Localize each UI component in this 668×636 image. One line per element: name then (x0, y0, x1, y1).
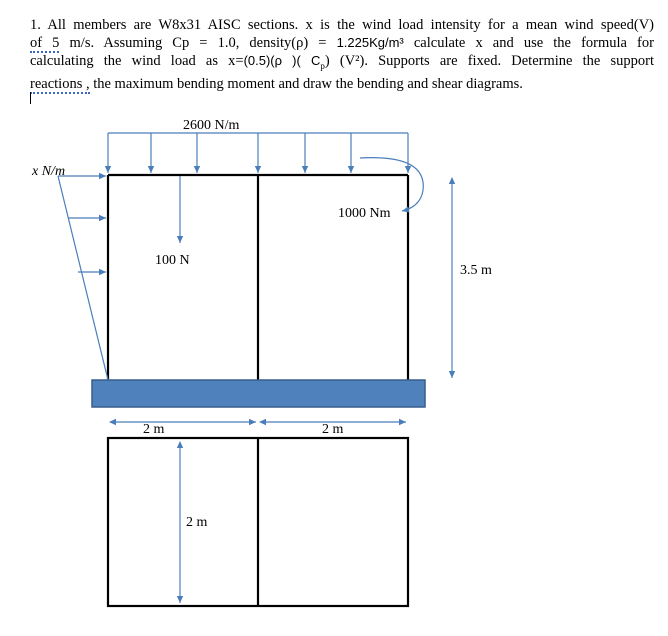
wind-load-label: x N/m (32, 164, 66, 179)
wind-load-envelope (58, 176, 108, 380)
problem-line-1: 1. All members are W8x31 AISC sections. x is the wind load intensity for a mean wind speed(V) (30, 17, 654, 33)
plan-depth-label: 2 m (186, 515, 208, 530)
problem-text: m/s. Assuming Cp = 1.0, density(ρ) = (59, 35, 337, 51)
span-left-label: 2 m (143, 422, 165, 437)
formula-text: (0.5)(ρ )( C (243, 53, 321, 68)
reactions-text: reactions , (30, 75, 90, 92)
moment-arrow (360, 158, 423, 211)
problem-text: ) (V²). Supports are fixed. Determine the support (324, 53, 654, 69)
moment-label: 1000 Nm (338, 206, 391, 221)
distributed-load-label: 2600 N/m (183, 118, 240, 133)
point-load-label: 100 N (155, 253, 190, 268)
formula-subscript: p (320, 60, 325, 71)
height-label: 3.5 m (460, 263, 492, 278)
wind-speed-value: of 5 (30, 35, 60, 51)
distributed-load (108, 133, 408, 173)
wind-load (58, 176, 108, 380)
span-right-label: 2 m (322, 422, 344, 437)
plan-view (108, 438, 408, 606)
fixed-base (92, 380, 425, 407)
problem-text: calculating the wind load as x= (30, 53, 244, 69)
problem-text: calculate x and use the formula for (403, 35, 654, 51)
density-value: 1.225Kg/m³ (336, 35, 404, 50)
problem-text: the maximum bending moment and draw the bending and shear diagrams. (89, 75, 523, 92)
